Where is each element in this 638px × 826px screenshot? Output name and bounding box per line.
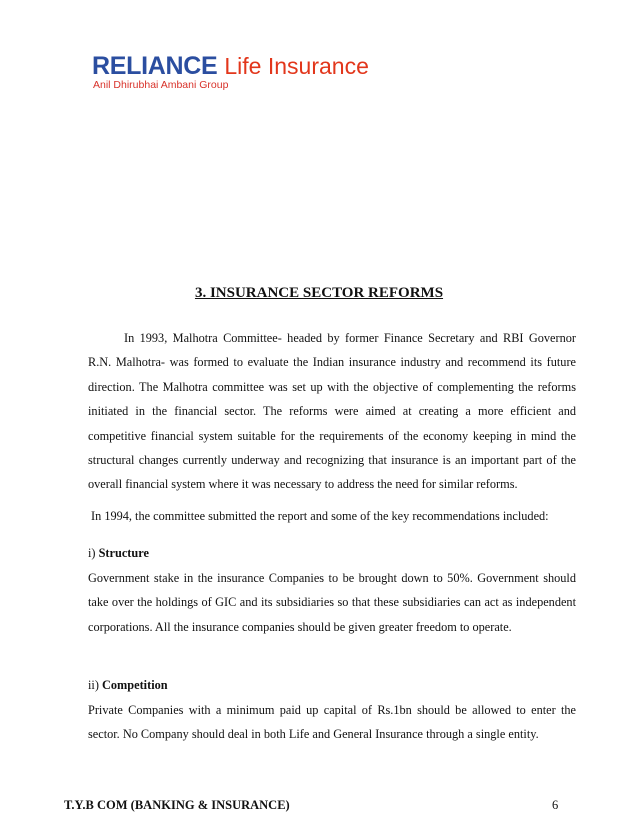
section-structure-body: Government stake in the insurance Companies to be brought down to 50%. Government should take over the holdings of GIC and its subsidiaries so that these subsidiaries can act as independent corporations. All the insurance companies should be given greater freedom to operate.: [88, 571, 576, 634]
intro-paragraph: In 1993, Malhotra Committee- headed by former Finance Secretary and RBI Governor R.N. Malhotra- was formed to evaluate the Indian insurance industry and recommend its future direction. The Malhotra committee was set up with the objective of complementing the reforms initiated in the financial sector. The reforms were aimed at creating a more efficient and competitive financial system suitable for the requirements of the economy keeping in mind the structural changes currently underway and recognizing that insurance is an important part of the overall financial system where it was necessary to address the need for similar reforms.: [88, 331, 576, 492]
logo-product-text: Life Insurance: [224, 53, 369, 79]
section-competition-body: Private Companies with a minimum paid up capital of Rs.1bn should be allowed to enter the sector. No Company should deal in both Life and General Insurance through a single entity.: [88, 703, 576, 742]
company-logo: [92, 52, 392, 97]
section-heading-text: Competition: [102, 678, 168, 692]
section-competition-heading: [88, 673, 576, 697]
page-number: 6: [552, 798, 559, 812]
footer-course: T.Y.B COM (BANKING & INSURANCE): [64, 798, 290, 812]
section-heading-text: Structure: [98, 546, 149, 560]
section-title: 3. INSURANCE SECTOR REFORMS: [194, 285, 444, 301]
logo-brand-text: RELIANCE: [92, 52, 218, 80]
report-paragraph: In 1994, the committee submitted the report and some of the key recommendations included:: [91, 509, 549, 523]
logo-tagline: Anil Dhirubhai Ambani Group: [93, 79, 229, 91]
section-number: i): [88, 546, 99, 560]
section-structure-heading: [88, 541, 576, 565]
section-number: ii): [88, 678, 103, 692]
